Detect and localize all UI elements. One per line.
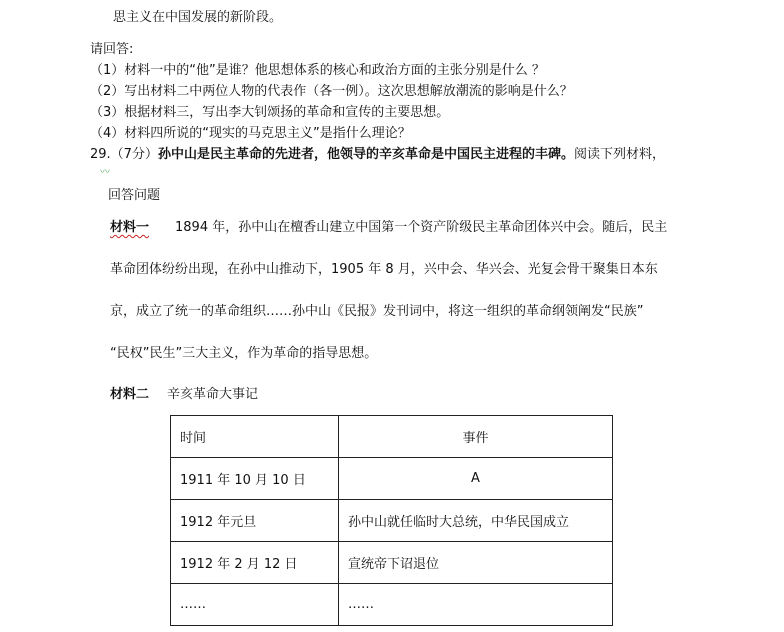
- header-time: 时间: [171, 416, 339, 458]
- table-row: [171, 542, 613, 584]
- material-1-label: 材料一: [110, 220, 150, 235]
- question-29-number: 29.（7分）: [90, 147, 158, 162]
- row-4-event: ……: [339, 584, 613, 626]
- table-row: [171, 584, 613, 626]
- table-row: [171, 458, 613, 500]
- question-29-instruction-cont: 回答问题: [108, 188, 161, 203]
- row-1-event: A: [339, 458, 613, 500]
- material-2-label: 材料二: [110, 387, 150, 402]
- header-event: 事件: [339, 416, 613, 458]
- material-1-line-3: 京，成立了统一的革命组织……孙中山《民报》发刊词中，将这一组织的革命纲领阐发“民族”: [110, 304, 644, 319]
- material-1-line-4: “民权”民生”三大主义，作为革命的指导思想。: [110, 346, 378, 361]
- row-3-time: 1912 年 2 月 12 日: [171, 542, 339, 584]
- row-1-time: 1911 年 10 月 10 日: [171, 458, 339, 500]
- events-table: [170, 415, 613, 626]
- question-1: （1）材料一中的“他”是谁？他思想体系的核心和政治方面的主张分别是什么 ？: [90, 63, 545, 78]
- material-2-title: 辛亥革命大事记: [167, 387, 259, 402]
- question-3: （3）根据材料三，写出李大钊颂扬的革命和宣传的主要思想。: [90, 105, 450, 120]
- green-squiggle-mark: 〰: [100, 167, 110, 178]
- table-header-row: [171, 416, 613, 458]
- question-29-instruction: 阅读下列材料，: [573, 147, 665, 162]
- question-29-statement: 孙中山是民主革命的先进者，他领导的辛亥革命是中国民主进程的丰碑。: [157, 147, 574, 162]
- question-29: [90, 146, 665, 164]
- table-row: [171, 500, 613, 542]
- row-3-event: 宣统帝下诏退位: [339, 542, 613, 584]
- material-1-line-2: 革命团体纷纷出现，在孙中山推动下，1905 年 8 月，兴中会、华兴会、光复会骨干聚集日本东: [110, 262, 658, 277]
- row-4-time: ……: [171, 584, 339, 626]
- question-2: （2）写出材料二中两位人物的代表作（各一例）。这次思想解放潮流的影响是什么？: [90, 84, 573, 99]
- material-1-line-1: [110, 219, 667, 237]
- answer-prompt: 请回答:: [90, 42, 134, 57]
- material-1-text-1: 1894 年，孙中山在檀香山建立中国第一个资产阶级民主革命团体兴中会。随后，民主: [175, 220, 668, 235]
- row-2-event: 孙中山就任临时大总统，中华民国成立: [339, 500, 613, 542]
- material-2-heading: [110, 386, 258, 404]
- question-4: （4）材料四所说的“现实的马克思主义”是指什么理论？: [90, 126, 411, 141]
- top-fragment: 思主义在中国发展的新阶段。: [113, 10, 283, 25]
- row-2-time: 1912 年元旦: [171, 500, 339, 542]
